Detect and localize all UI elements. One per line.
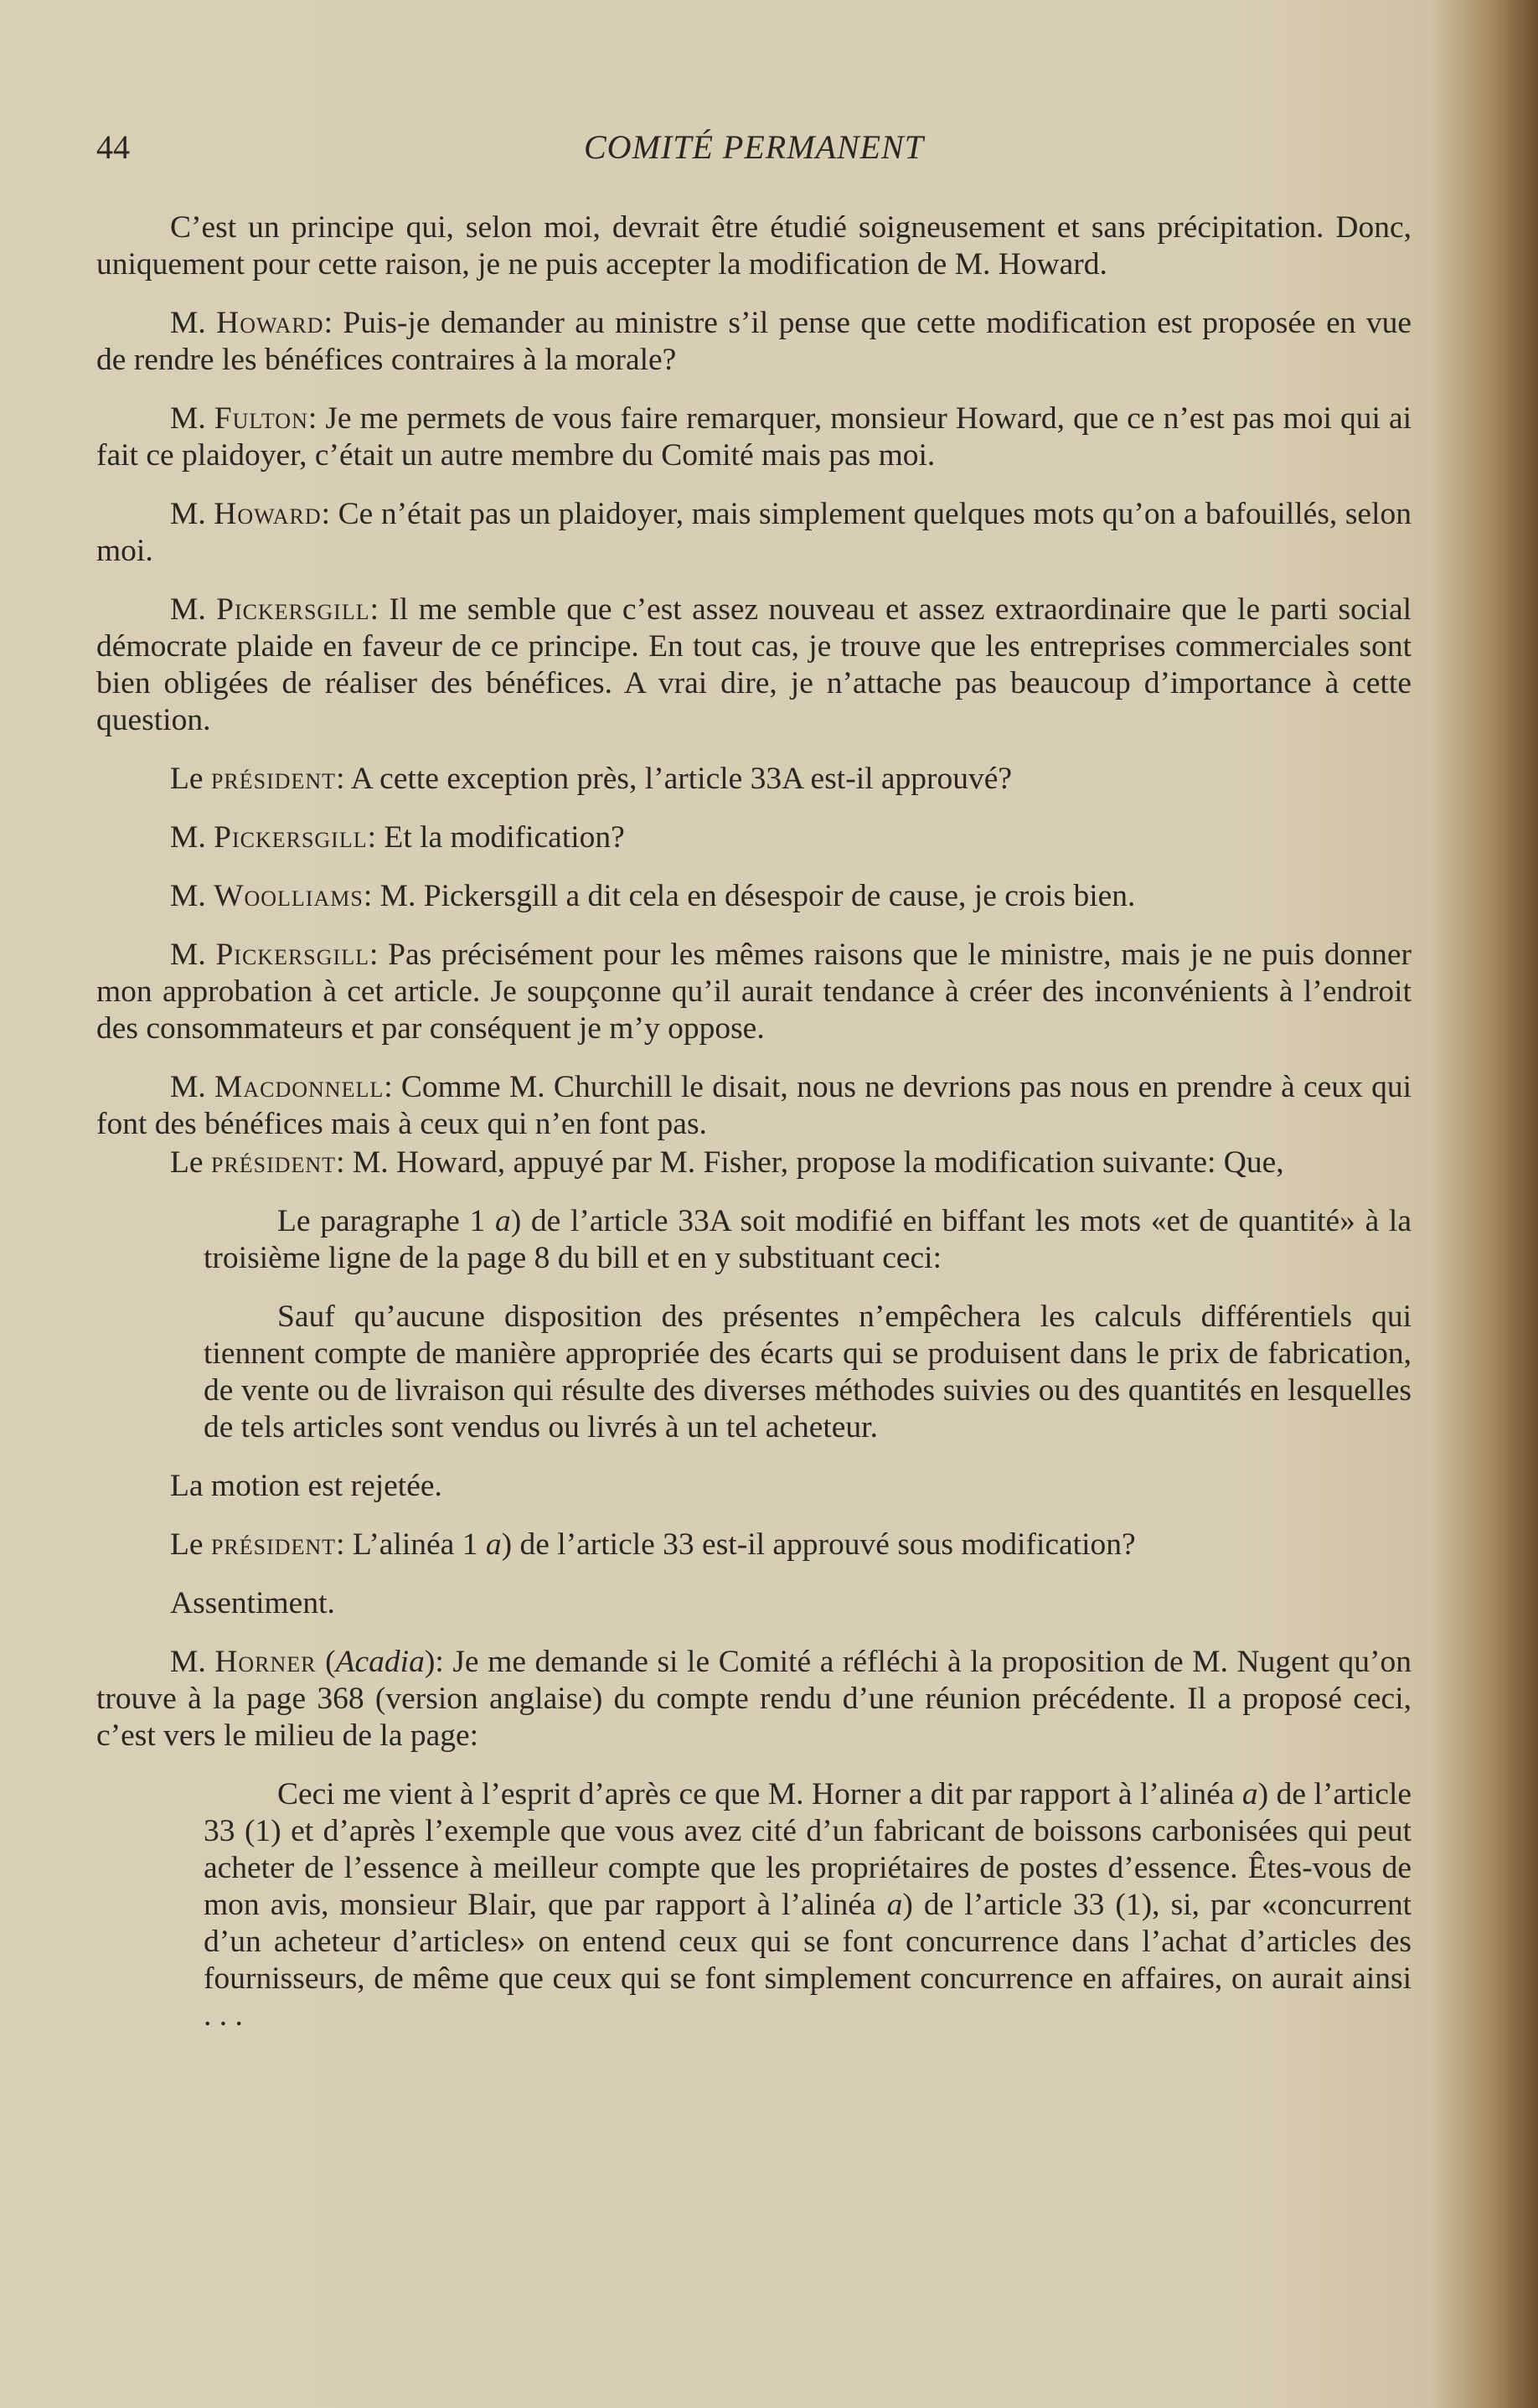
page-header <box>96 127 1412 174</box>
paragraph: Le président: M. Howard, appuyé par M. Fisher, propose la modification suivante: Que, <box>170 1145 1284 1180</box>
speaker-name: Howard <box>216 306 324 340</box>
paragraph: M. Pickersgill: Pas précisément pour les mêmes raisons que le ministre, mais je ne puis donner mon approbation à cet article. Je soupçonne qu’il aurait tendance à créer des inconvénients à l’endroit des consommateurs et par conséquent je m’y oppose. <box>96 938 1412 1046</box>
paragraph: M. Macdonnell: Comme M. Churchill le disait, nous ne devrions pas nous en prendre à ceux qui font des bénéfices mais à ceux qui n’en font pas. <box>96 1070 1412 1141</box>
page-number: 44 <box>96 128 130 166</box>
paragraph: M. Howard: Puis-je demander au ministre s’il pense que cette modification est proposée en vue de rendre les bénéfices contraires à la morale? <box>96 306 1412 377</box>
speaker-name: président <box>210 1145 337 1180</box>
speaker-name: Pickersgill <box>216 592 370 627</box>
paragraph: M. Horner (Acadia): Je me demande si le Comité a réfléchi à la proposition de M. Nugent qu’on trouve à la page 368 (version anglaise) du compte rendu d’une réunion précédente. Il a proposé ceci, c’est vers le milieu de la page: <box>96 1645 1412 1753</box>
page-body <box>96 209 1412 2056</box>
block-quote: Le paragraphe 1 a) de l’article 33A soit modifié en biffant les mots «et de quantité» à la troisième ligne de la page 8 du bill et en y substituant ceci: <box>204 1204 1412 1275</box>
paragraph: M. Howard: Ce n’était pas un plaidoyer, mais simplement quelques mots qu’on a bafouillés, selon moi. <box>96 497 1412 568</box>
running-title: COMITÉ PERMANENT <box>584 128 924 166</box>
speaker-name: Howard <box>214 497 322 531</box>
paragraph: C’est un principe qui, selon moi, devrait être étudié soigneusement et sans précipitation. Donc, uniquement pour cette raison, je ne puis accepter la modification de M. Howard. <box>96 210 1412 282</box>
speaker-name: Horner <box>214 1645 317 1679</box>
paragraph: La motion est rejetée. <box>170 1469 442 1503</box>
paragraph: Le président: A cette exception près, l’article 33A est-il approuvé? <box>170 762 1013 796</box>
paragraph: M. Pickersgill: Et la modification? <box>170 820 625 855</box>
paragraph: Assentiment. <box>170 1586 335 1620</box>
speaker-name: Fulton <box>214 401 308 436</box>
speaker-name: Macdonnell <box>214 1070 384 1104</box>
speaker-name: président <box>210 1527 337 1562</box>
block-quote: Ceci me vient à l’esprit d’après ce que M. Horner a dit par rapport à l’alinéa a) de l’article 33 (1) et d’après l’exemple que vous avez cité d’un fabricant de boissons carbonisées qui peut acheter de l’essence à meilleur compte que les propriétaires de postes d’essence. Êtes-vous de mon avis, monsieur Blair, que par rapport à l’alinéa a) de l’article 33 (1), si, par «concurrent d’un acheteur d’articles» on entend ceux qui se font concurrence dans l’achat d’articles des fournisseurs, de même que ceux qui se font simplement concurrence en affaires, on aurait ainsi . . . <box>204 1777 1412 2033</box>
speaker-name: président <box>210 762 337 796</box>
block-quote: Sauf qu’aucune disposition des présentes n’empêchera les calculs différentiels qui tiennent compte de manière appropriée des écarts qui se produisent dans le prix de fabrication, de vente ou de livraison qui résulte des diverses méthodes suivies ou des quantités en lesquelles de tels articles sont vendus ou livrés à un tel acheteur. <box>204 1300 1412 1444</box>
riding-name: Acadia <box>335 1645 425 1679</box>
speaker-name: Pickersgill <box>215 938 369 972</box>
speaker-name: Pickersgill <box>214 820 368 855</box>
speaker-name: Woolliams <box>214 879 364 913</box>
paragraph: M. Fulton: Je me permets de vous faire remarquer, monsieur Howard, que ce n’est pas moi qui ai fait ce plaidoyer, c’était un autre membre du Comité mais pas moi. <box>96 401 1412 473</box>
paragraph: M. Woolliams: M. Pickersgill a dit cela en désespoir de cause, je crois bien. <box>170 879 1136 913</box>
paragraph: M. Pickersgill: Il me semble que c’est assez nouveau et assez extraordinaire que le parti social démocrate plaide en faveur de ce principe. En tout cas, je trouve que les entreprises commerciales sont bien obligées de réaliser des bénéfices. A vrai dire, je n’attache pas beaucoup d’importance à cette question. <box>96 592 1412 737</box>
paragraph: Le président: L’alinéa 1 a) de l’article 33 est-il approuvé sous modification? <box>170 1527 1136 1562</box>
